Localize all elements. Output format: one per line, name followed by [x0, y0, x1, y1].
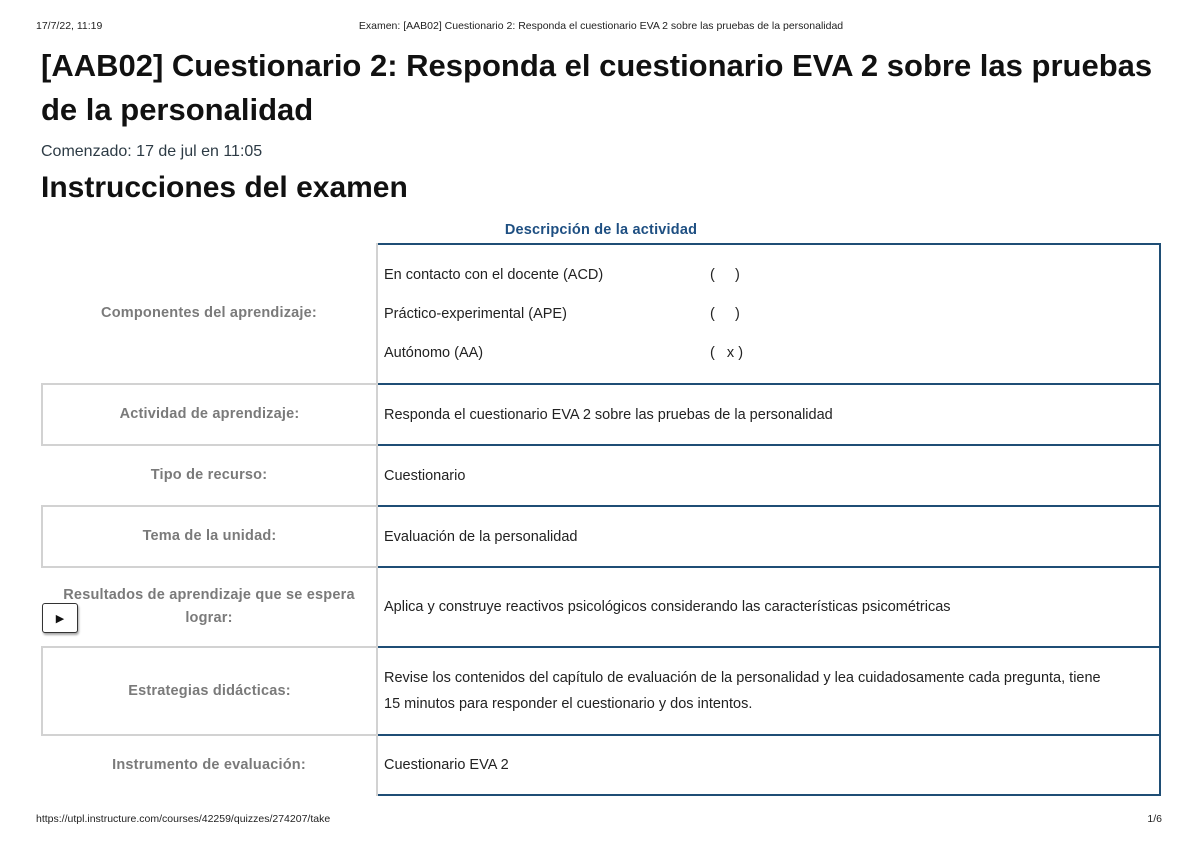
table-row-activity — [42, 384, 1160, 445]
activity-description-heading: Descripción de la actividad — [504, 222, 698, 238]
activity-value: Responda el cuestionario EVA 2 sobre las pruebas de la personalidad — [377, 384, 1160, 445]
strategies-value: Revise los contenidos del capítulo de evaluación de la personalidad y lea cuidadosamente cada pregunta, tiene 15 minutos para responder el cuestionario y dos intentos. — [377, 647, 1160, 735]
print-document-title: Examen: [AAB02] Cuestionario 2: Responda el cuestionario EVA 2 sobre las pruebas de la personalidad — [358, 20, 844, 32]
instructions-heading: Instrucciones del examen — [41, 171, 408, 204]
learning-results-value: Aplica y construye reactivos psicológicos considerando las características psicométricas — [377, 567, 1160, 647]
component-name: Autónomo (AA) — [384, 345, 484, 361]
table-row-resource-type — [42, 445, 1160, 506]
page-title: [AAB02] Cuestionario 2: Responda el cuestionario EVA 2 sobre las pruebas de la personalidad — [41, 48, 1153, 127]
print-header — [36, 20, 1166, 34]
unit-topic-label: Tema de la unidad: — [42, 506, 377, 567]
resource-type-label: Tipo de recurso: — [42, 445, 377, 506]
page-url: https://utpl.instructure.com/courses/42259/quizzes/274207/take — [36, 813, 331, 825]
components-label: Componentes del aprendizaje: — [42, 244, 377, 384]
play-button[interactable] — [42, 603, 78, 633]
component-name: Práctico-experimental (APE) — [384, 306, 567, 322]
activity-label: Actividad de aprendizaje: — [42, 384, 377, 445]
strategies-label: Estrategias didácticas: — [42, 647, 377, 735]
table-row-evaluation-instrument — [42, 735, 1160, 795]
component-mark: ( ) — [710, 267, 740, 283]
print-date: 17/7/22, 11:19 — [36, 20, 103, 32]
component-mark: ( ) — [710, 306, 740, 322]
table-row-components — [42, 244, 1160, 384]
table-row-learning-results — [42, 567, 1160, 647]
unit-topic-value: Evaluación de la personalidad — [377, 506, 1160, 567]
table-row-strategies — [42, 647, 1160, 735]
components-value — [377, 244, 1160, 384]
print-footer — [36, 813, 1162, 827]
component-name: En contacto con el docente (ACD) — [384, 267, 604, 283]
component-item — [384, 256, 1159, 295]
started-time: Comenzado: 17 de jul en 11:05 — [41, 143, 263, 160]
learning-results-label: Resultados de aprendizaje que se espera lograr: — [42, 567, 377, 647]
component-mark: ( x ) — [710, 345, 744, 361]
play-icon: ▶ — [55, 612, 65, 625]
evaluation-instrument-label: Instrumento de evaluación: — [42, 735, 377, 795]
activity-table — [41, 243, 1161, 796]
page-number: 1/6 — [1147, 813, 1162, 825]
table-row-unit-topic — [42, 506, 1160, 567]
resource-type-value: Cuestionario — [377, 445, 1160, 506]
component-item — [384, 334, 1159, 373]
evaluation-instrument-value: Cuestionario EVA 2 — [377, 735, 1160, 795]
component-item — [384, 295, 1159, 334]
